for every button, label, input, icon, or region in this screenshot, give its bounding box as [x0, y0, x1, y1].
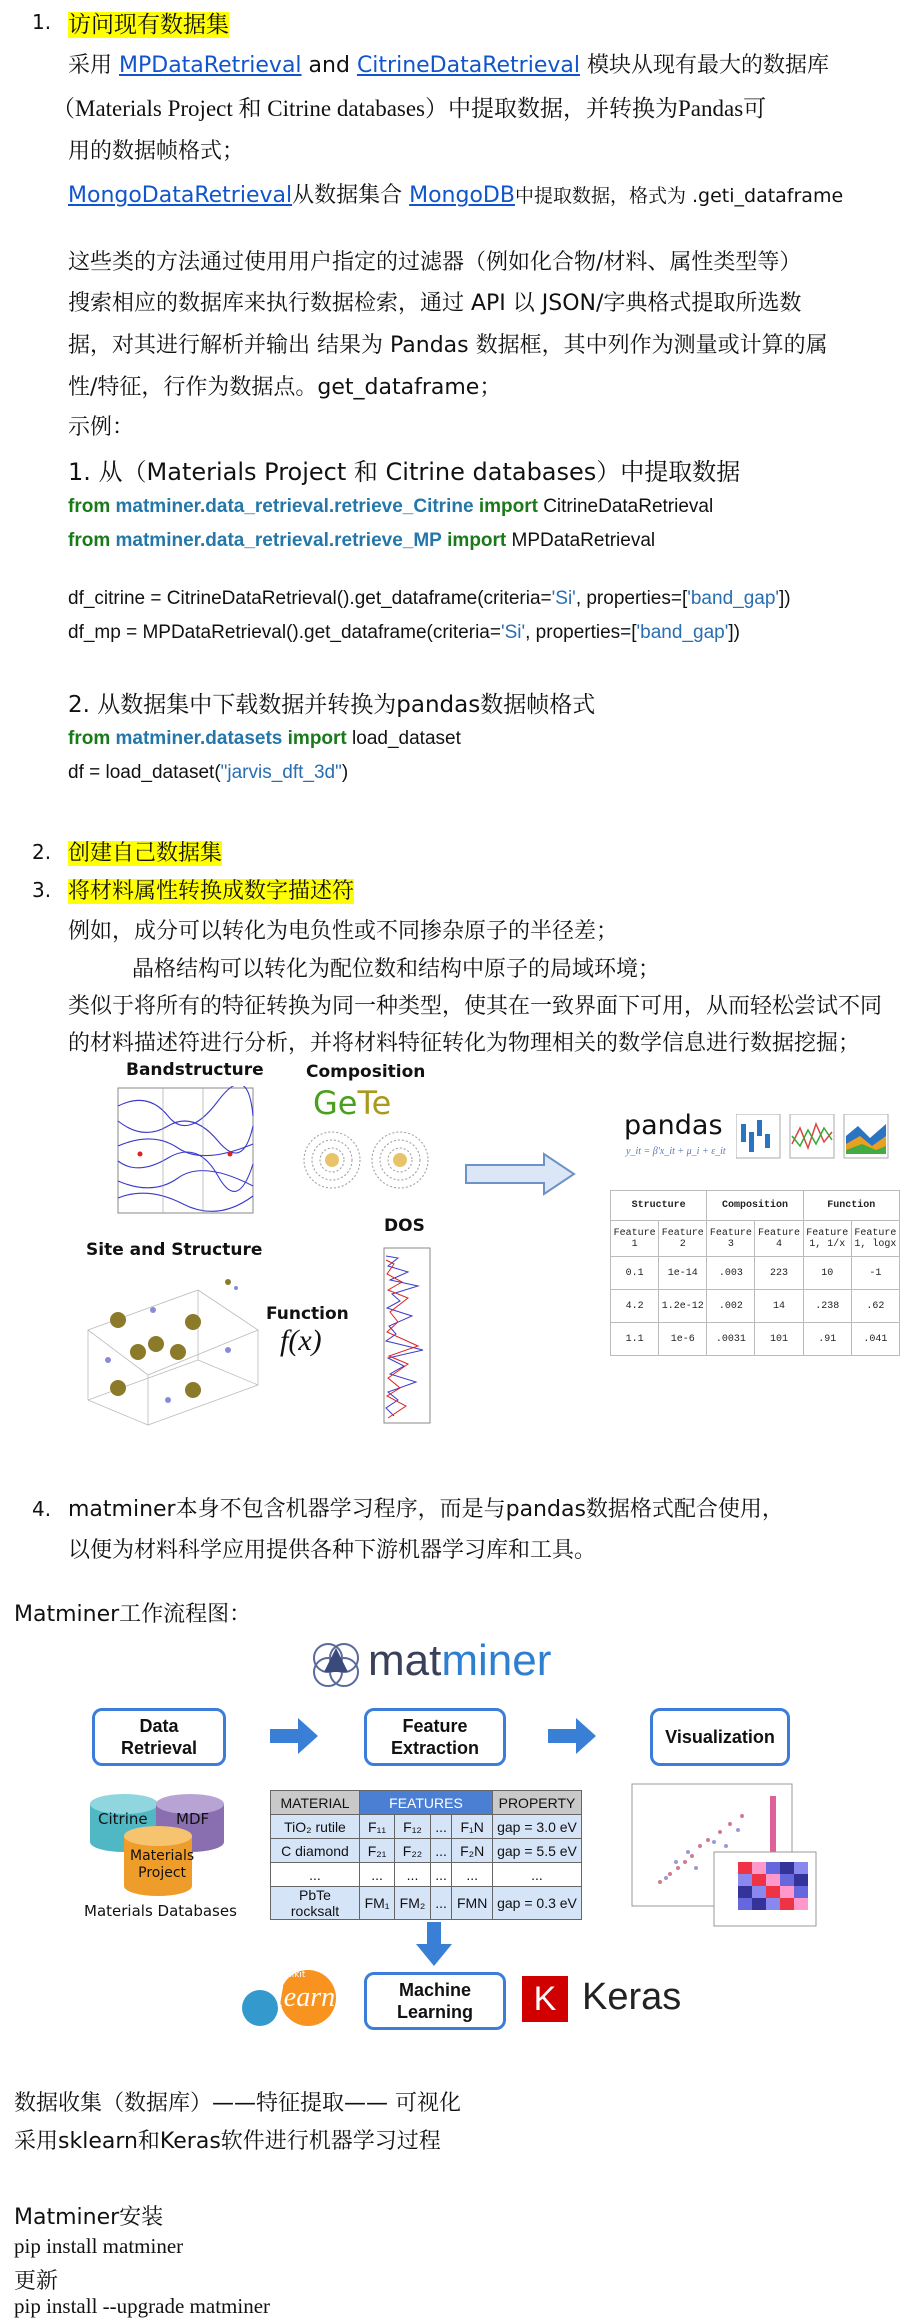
- paragraph-line: （Materials Project 和 Citrine databases）中提取数据，并转换为Pandas可: [52, 96, 767, 121]
- code-line: [68, 762, 348, 784]
- pandas-chart-icons: [736, 1114, 892, 1160]
- table-row: [611, 1290, 900, 1323]
- code-text: ): [341, 762, 349, 783]
- table-cell: ...: [430, 1815, 451, 1839]
- column-header: Feature 2: [659, 1221, 707, 1257]
- table-cell: FMN: [452, 1887, 493, 1920]
- table-cell: FM₂: [395, 1887, 431, 1920]
- paragraph-line: [68, 48, 829, 79]
- code-text: , properties=[: [525, 622, 637, 643]
- list-number-4: 4.: [32, 1497, 52, 1521]
- column-header: Feature 1: [611, 1221, 659, 1257]
- matminer-logo-icon: [306, 1638, 366, 1694]
- table-cell: ...: [430, 1887, 451, 1920]
- table-cell: gap = 3.0 eV: [493, 1815, 582, 1839]
- paragraph-line: 晶格结构可以转化为配位数和结构中原子的局域环境；: [132, 957, 661, 982]
- group-header: Function: [803, 1191, 899, 1221]
- atom-diagrams: [302, 1128, 432, 1194]
- table-cell: -1: [851, 1257, 899, 1290]
- list-number-1: 1.: [32, 10, 52, 34]
- feature-table: [610, 1190, 900, 1356]
- db-citrine: Citrine: [98, 1810, 148, 1828]
- table-row: [271, 1863, 582, 1887]
- table-cell: FM₁: [360, 1887, 395, 1920]
- featurization-figure: [68, 1056, 907, 1436]
- citrinedataretrieval-link[interactable]: CitrineDataRetrieval: [356, 53, 580, 78]
- table-cell: 10: [803, 1257, 851, 1290]
- table-row: [271, 1887, 582, 1920]
- table-cell: ...: [430, 1863, 451, 1887]
- column-header: Feature 1, 1/x: [803, 1221, 851, 1257]
- table-cell: 1.2e-12: [659, 1290, 707, 1323]
- table-cell: .0031: [707, 1323, 755, 1356]
- paragraph-line: 数据收集（数据库）——特征提取—— 可视化: [14, 2091, 461, 2116]
- table-cell: 223: [755, 1257, 803, 1290]
- dos-label: DOS: [384, 1216, 425, 1236]
- table-cell: F₁₂: [395, 1815, 431, 1839]
- table-cell: 4.2: [611, 1290, 659, 1323]
- paragraph-line: 搜索相应的数据库来执行数据检索，通过 API 以 JSON/字典格式提取所选数: [68, 291, 802, 316]
- visualization-plots: [630, 1782, 820, 1928]
- table-cell: .041: [851, 1323, 899, 1356]
- code-line: [68, 728, 461, 750]
- text: 采用: [68, 53, 119, 78]
- db-mdf: MDF: [176, 1810, 210, 1828]
- table-cell: .003: [707, 1257, 755, 1290]
- text: and: [301, 53, 357, 78]
- code-line: [68, 622, 740, 644]
- gete-formula: [313, 1084, 391, 1122]
- sklearn-small: scikit: [282, 1970, 306, 1980]
- table-cell: .238: [803, 1290, 851, 1323]
- table-cell: C diamond: [271, 1839, 360, 1863]
- table-cell: ...: [271, 1863, 360, 1887]
- ge-symbol: Ge: [313, 1084, 358, 1122]
- upgrade-command: pip install --upgrade matminer: [14, 2294, 271, 2318]
- bandstructure-label: Bandstructure: [126, 1060, 264, 1080]
- group-header: Composition: [707, 1191, 803, 1221]
- table-cell: 101: [755, 1323, 803, 1356]
- code-keyword: from: [68, 496, 111, 517]
- paragraph-line: 用的数据帧格式；: [68, 139, 245, 164]
- table-cell: ...: [452, 1863, 493, 1887]
- code-text: df_mp = MPDataRetrieval().get_dataframe(criteria=: [68, 622, 501, 643]
- data-retrieval-box: Data Retrieval: [92, 1708, 226, 1766]
- code-line: [68, 588, 791, 610]
- code-module: matminer.data_retrieval.retrieve_Citrine: [115, 496, 474, 517]
- table-cell: ...: [493, 1863, 582, 1887]
- fx-symbol: f(x): [280, 1324, 322, 1357]
- mpdataretrieval-link[interactable]: MPDataRetrieval: [119, 53, 302, 78]
- column-header: Feature 3: [707, 1221, 755, 1257]
- table-cell: F₁₁: [360, 1815, 395, 1839]
- paragraph-line: 这些类的方法通过使用用户指定的过滤器（例如化合物/材料、属性类型等）: [68, 250, 802, 275]
- table-cell: F₂₁: [360, 1839, 395, 1863]
- workflow-heading: Matminer工作流程图：: [14, 1602, 252, 1627]
- table-cell: gap = 0.3 eV: [493, 1887, 582, 1920]
- logo-part: miner: [441, 1636, 552, 1685]
- table-cell: PbTe rocksalt: [271, 1887, 360, 1920]
- code-string: "jarvis_dft_3d": [220, 762, 342, 783]
- table-cell: ...: [395, 1863, 431, 1887]
- code-text: , properties=[: [575, 588, 688, 609]
- section-2-title: 创建自己数据集: [68, 841, 223, 866]
- code-name: MPDataRetrieval: [511, 530, 656, 551]
- table-row: [271, 1815, 582, 1839]
- db-materials-project: Materials Project: [130, 1848, 195, 1881]
- table-cell: ...: [360, 1863, 395, 1887]
- table-cell: TiO₂ rutile: [271, 1815, 360, 1839]
- machine-learning-box: Machine Learning: [364, 1972, 506, 2030]
- paragraph-line: 例如，成分可以转化为电负性或不同掺杂原子的半径差；: [68, 919, 619, 944]
- install-command: pip install matminer: [14, 2234, 184, 2258]
- table-cell: gap = 5.5 eV: [493, 1839, 582, 1863]
- table-cell: ...: [430, 1839, 451, 1863]
- pandas-formula: y_it = β′x_it + μ_i + ε_it: [626, 1146, 726, 1157]
- table-cell: 1e-6: [659, 1323, 707, 1356]
- dos-plot: [378, 1246, 434, 1431]
- table-cell: .91: [803, 1323, 851, 1356]
- paragraph-line: 采用sklearn和Keras软件进行机器学习过程: [14, 2129, 441, 2154]
- example-1-title: 1. 从（Materials Project 和 Citrine databases）中提取数据: [68, 458, 741, 486]
- paragraph-line: [68, 178, 843, 209]
- matminer-logo: [368, 1636, 551, 1686]
- example-label: 示例：: [68, 415, 135, 440]
- code-text: df_citrine = CitrineDataRetrieval().get_dataframe(criteria=: [68, 588, 552, 609]
- arrow-right-icon: [546, 1716, 598, 1756]
- group-header: Structure: [611, 1191, 707, 1221]
- table-row: [611, 1323, 900, 1356]
- section-2-heading: [68, 836, 222, 867]
- section-1-title: 访问现有数据集: [68, 12, 229, 38]
- table-row: [611, 1257, 900, 1290]
- table-cell: .62: [851, 1290, 899, 1323]
- code-name: CitrineDataRetrieval: [543, 496, 714, 517]
- example-2-title: 2. 从数据集中下载数据并转换为pandas数据帧格式: [68, 692, 596, 718]
- code-string: 'Si': [551, 588, 576, 609]
- arrow-icon: [464, 1152, 578, 1196]
- mongodb-link[interactable]: MongoDB: [409, 183, 515, 208]
- code-keyword: import: [478, 496, 538, 517]
- table-header: FEATURES: [360, 1791, 493, 1815]
- feature-extraction-box: Feature Extraction: [364, 1708, 506, 1766]
- text: 中提取数据，格式为 .geti_dataframe: [514, 185, 844, 207]
- code-keyword: from: [68, 728, 111, 749]
- visualization-box: Visualization: [650, 1708, 790, 1766]
- code-keyword: from: [68, 530, 111, 551]
- code-module: matminer.data_retrieval.retrieve_MP: [115, 530, 442, 551]
- text: 从数据集合: [292, 183, 410, 208]
- sklearn-label: learn: [276, 1982, 336, 2013]
- table-header: MATERIAL: [271, 1791, 360, 1815]
- paragraph-line: 性/特征，行作为数据点。get_dataframe；: [68, 375, 502, 400]
- code-keyword: import: [287, 728, 347, 749]
- arrow-right-icon: [268, 1716, 320, 1756]
- table-cell: F₂N: [452, 1839, 493, 1863]
- site-structure-label: Site and Structure: [86, 1240, 263, 1260]
- section-3-title: 将材料属性转换成数字描述符: [68, 879, 355, 904]
- code-keyword: import: [447, 530, 507, 551]
- mongodataretrieval-link[interactable]: MongoDataRetrieval: [68, 183, 293, 208]
- code-module: matminer.datasets: [115, 728, 283, 749]
- table-cell: F₁N: [452, 1815, 493, 1839]
- install-heading: Matminer安装: [14, 2205, 164, 2230]
- table-header: PROPERTY: [493, 1791, 582, 1815]
- databases-icon: [86, 1790, 232, 1902]
- code-string: 'band_gap': [636, 622, 729, 643]
- section-1-heading: [68, 6, 229, 39]
- pandas-logo: pandas: [624, 1110, 723, 1141]
- composition-label: Composition: [306, 1062, 426, 1082]
- table-row: [271, 1839, 582, 1863]
- list-number-2: 2.: [32, 840, 52, 864]
- workflow-figure: [0, 1630, 907, 2050]
- function-label: Function: [266, 1304, 349, 1324]
- code-text: ]): [779, 588, 791, 609]
- logo-part: mat: [368, 1636, 442, 1685]
- code-string: 'band_gap': [687, 588, 780, 609]
- code-line: [68, 496, 713, 518]
- text: 模块从现有最大的数据库: [579, 53, 829, 78]
- paragraph-line: 以便为材料科学应用提供各种下游机器学习库和工具。: [68, 1538, 597, 1563]
- bandstructure-plot: [108, 1086, 258, 1224]
- databases-caption: Materials Databases: [84, 1902, 237, 1920]
- code-line: [68, 530, 655, 552]
- crystal-structure: [78, 1270, 268, 1430]
- table-cell: F₂₂: [395, 1839, 431, 1863]
- code-text: df = load_dataset(: [68, 762, 221, 783]
- paragraph-line: 据，对其进行解析并输出 结果为 Pandas 数据框，其中列作为测量或计算的属: [68, 333, 828, 358]
- list-number-3: 3.: [32, 878, 52, 902]
- table-cell: .002: [707, 1290, 755, 1323]
- section-3-heading: [68, 874, 354, 905]
- te-symbol: Te: [357, 1084, 392, 1122]
- table-cell: 14: [755, 1290, 803, 1323]
- features-table: [270, 1790, 582, 1920]
- arrow-down-icon: [414, 1920, 454, 1968]
- paragraph-line: 类似于将所有的特征转换为同一种类型，使其在一致界面下可用，从而轻松尝试不同: [68, 994, 883, 1019]
- paragraph-line: matminer本身不包含机器学习程序，而是与pandas数据格式配合使用，: [68, 1497, 784, 1522]
- keras-logo: K: [522, 1976, 568, 2022]
- table-cell: 1.1: [611, 1323, 659, 1356]
- keras-label: Keras: [582, 1976, 682, 2018]
- column-header: Feature 4: [755, 1221, 803, 1257]
- code-string: 'Si': [500, 622, 526, 643]
- update-heading: 更新: [14, 2269, 59, 2294]
- code-name: load_dataset: [352, 728, 461, 749]
- code-text: ]): [728, 622, 740, 643]
- table-cell: 1e-14: [659, 1257, 707, 1290]
- table-cell: 0.1: [611, 1257, 659, 1290]
- column-header: Feature 1, logx: [851, 1221, 899, 1257]
- paragraph-line: 的材料描述符进行分析，并将材料特征转化为物理相关的数学信息进行数据挖掘；: [68, 1031, 861, 1056]
